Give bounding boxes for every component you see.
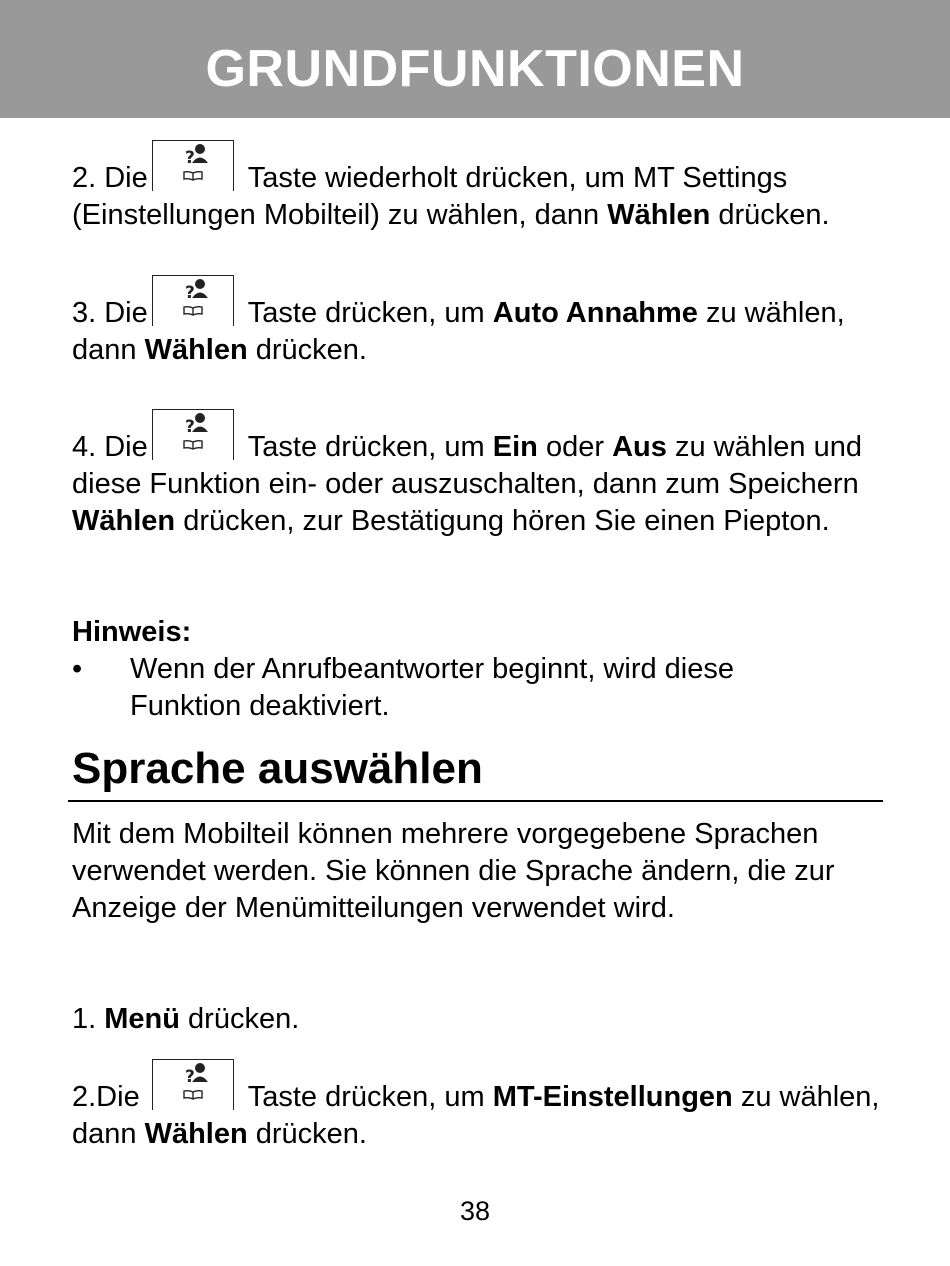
note-label: Hinweis: xyxy=(72,616,192,648)
step-prefix: 2. Die xyxy=(72,162,148,194)
contacts-book-key-icon xyxy=(152,1059,234,1110)
contacts-book-key-icon xyxy=(152,409,234,460)
step-4: 4. Die ? Taste drücken, um Ein oder Aus zu wählen und diese Funktion ein- oder auszuschalten, dann zum Speichern Wählen drücken, zur Bestätigung hören Sie einen Piepton. xyxy=(72,409,892,540)
step-2: 2. Die ? Taste wiederholt drücken, um MT Settings (Einstellungen Mobilteil) zu wählen, dann Wählen drücken. xyxy=(72,140,892,234)
section-title: Sprache auswählen xyxy=(72,744,483,793)
section-intro: Mit dem Mobilteil können mehrere vorgegebene Sprachen verwendet werden. Sie können die Sprache ändern, die zur Anzeige der Menümitteilungen verwendet wird. xyxy=(72,818,835,924)
lang-step-1: 1. Menü drücken. xyxy=(72,1003,300,1035)
step-prefix: 4. Die xyxy=(72,431,148,463)
contacts-book-key-icon xyxy=(152,275,234,326)
step-prefix: 3. Die xyxy=(72,297,148,329)
header-banner xyxy=(0,0,950,118)
contacts-book-key-icon xyxy=(152,140,234,191)
svg-text:?: ? xyxy=(184,148,195,168)
step-prefix: 2.Die xyxy=(72,1081,140,1113)
svg-text:?: ? xyxy=(184,1067,195,1087)
svg-text:?: ? xyxy=(184,417,195,437)
page-number: 38 xyxy=(459,1196,491,1226)
step-3: 3. Die ? Taste drücken, um Auto Annahme zu wählen, dann Wählen drücken. xyxy=(72,275,892,369)
svg-text:?: ? xyxy=(184,283,195,303)
note-bullet-item xyxy=(72,651,830,725)
page-header-title: GRUNDFUNKTIONEN xyxy=(205,40,745,98)
note-text: Wenn der Anrufbeantworter beginnt, wird diese Funktion deaktiviert. xyxy=(130,653,734,722)
bullet-icon: • xyxy=(72,653,83,685)
note xyxy=(72,614,892,725)
lang-step-2: 2.Die ? Taste drücken, um MT-Einstellungen zu wählen, dann Wählen drücken. xyxy=(72,1059,892,1153)
section-divider xyxy=(68,800,883,802)
